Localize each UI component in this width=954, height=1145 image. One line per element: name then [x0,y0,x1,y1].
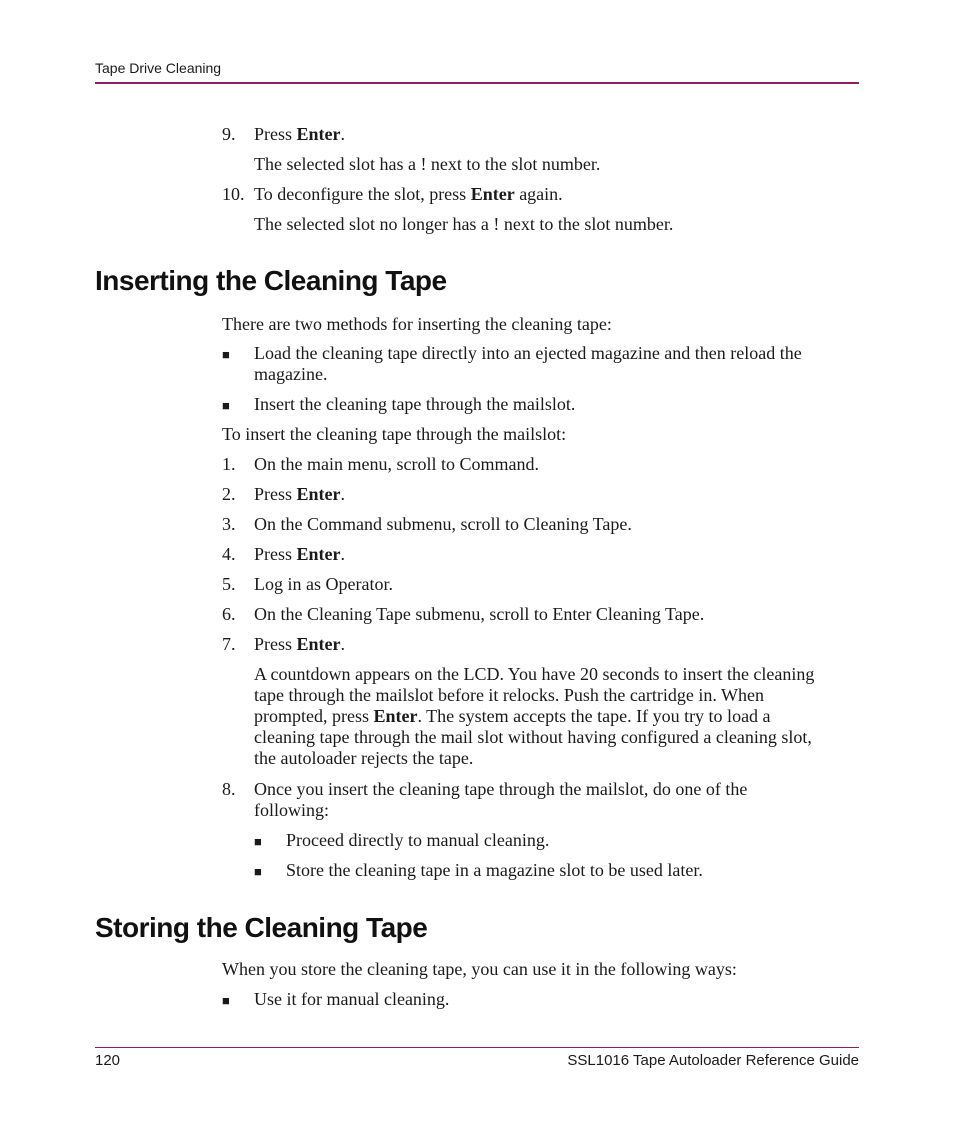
step-text: Log in as Operator. [254,574,393,594]
bullet-text: Load the cleaning tape directly into an ejected magazine and then reload the magazine. [254,343,802,384]
step-text: Press Enter. [254,634,346,654]
section-intro: When you store the cleaning tape, you can use it in the following ways: [222,959,737,979]
step-number: 6. [222,604,236,624]
sub-bullet-text: Proceed directly to manual cleaning. [286,830,550,850]
step-text: On the Cleaning Tape submenu, scroll to Enter Cleaning Tape. [254,604,705,624]
running-header: Tape Drive Cleaning [95,60,222,76]
step-text: Press Enter. [254,544,346,564]
step-text: On the Command submenu, scroll to Cleaning Tape. [254,514,632,534]
footer-rule [95,1047,859,1048]
step-number: 8. [222,779,236,799]
section-heading-storing: Storing the Cleaning Tape [95,912,428,943]
section-intro: There are two methods for inserting the cleaning tape: [222,314,612,334]
header-rule [95,82,859,84]
step-number: 4. [222,544,236,564]
page-number: 120 [95,1052,121,1069]
step-number: 10. [222,184,245,204]
step-note: The selected slot has a ! next to the slot number. [254,154,601,174]
bullet-icon: ■ [222,993,230,1008]
step-text: Press Enter. [254,484,346,504]
bullet-text: Insert the cleaning tape through the mailslot. [254,394,576,414]
bullet-icon: ■ [222,398,230,413]
step-number: 5. [222,574,236,594]
bullet-icon: ■ [222,347,230,362]
step-number: 2. [222,484,236,504]
procedure-lead: To insert the cleaning tape through the mailslot: [222,424,567,444]
bullet-icon: ■ [254,834,262,849]
step-number: 3. [222,514,236,534]
step-text: Once you insert the cleaning tape through the mailslot, do one of the following: [254,779,748,820]
step-number: 9. [222,124,236,144]
guide-title: SSL1016 Tape Autoloader Reference Guide [567,1052,859,1069]
step-note: A countdown appears on the LCD. You have 20 seconds to insert the cleaning tape through the mailslot before it relocks. Push the cartridge in. When prompted, press Enter. The system accepts the tape. If you try to load a cleaning tape through the mail slot without having configured a cleaning slot, the autoloader rejects the tape. [254,664,815,768]
step-number: 1. [222,454,236,474]
step-number: 7. [222,634,236,654]
bullet-text: Use it for manual cleaning. [254,989,450,1009]
step-text: Press Enter. [254,124,346,144]
bullet-icon: ■ [254,864,262,879]
sub-bullet-text: Store the cleaning tape in a magazine slot to be used later. [286,860,703,880]
step-note: The selected slot no longer has a ! next to the slot number. [254,214,674,234]
section-heading-inserting: Inserting the Cleaning Tape [95,265,447,296]
step-text: On the main menu, scroll to Command. [254,454,539,474]
step-text: To deconfigure the slot, press Enter again. [254,184,563,204]
